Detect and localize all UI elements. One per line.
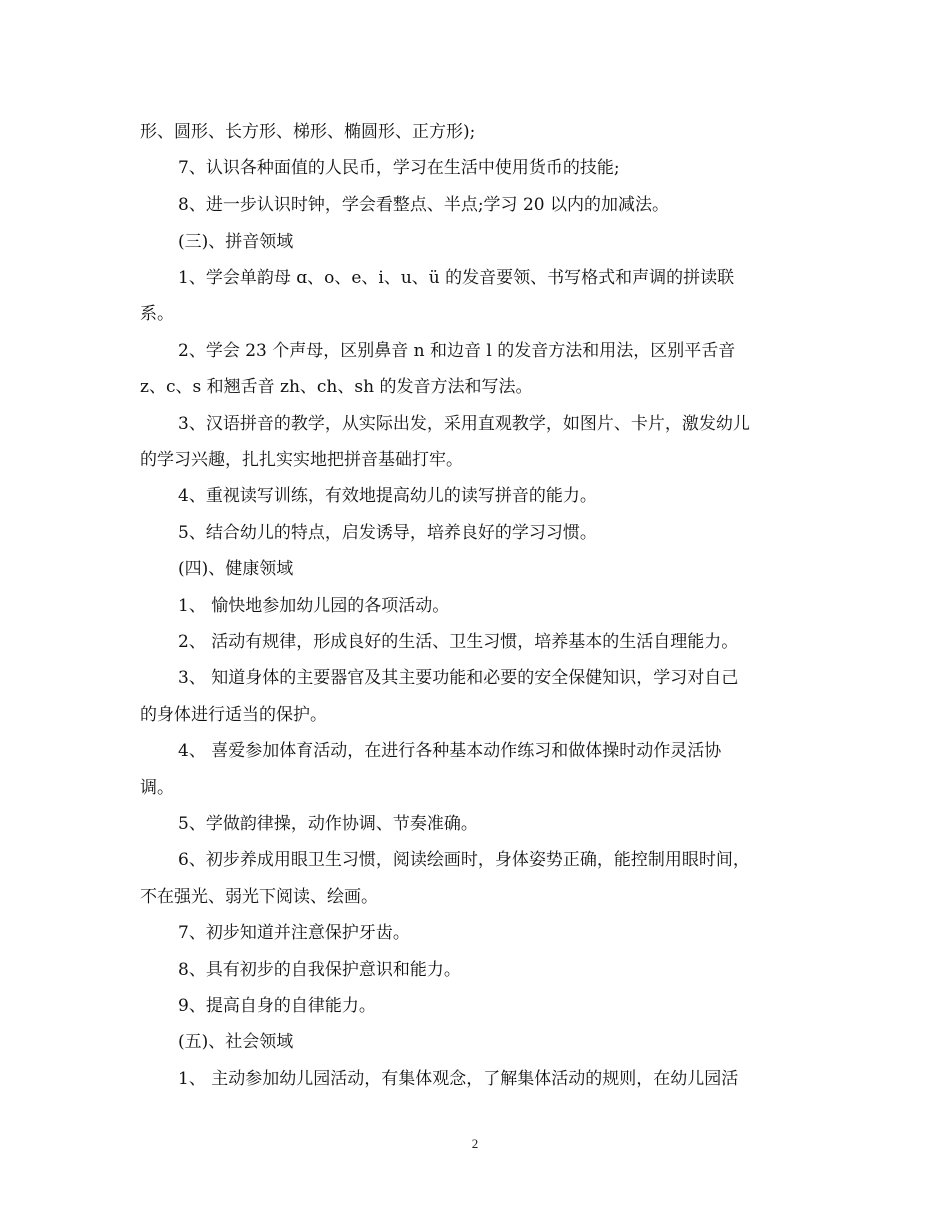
- text-line: 8、进一步认识时钟，学会看整点、半点;学习 20 以内的加减法。: [178, 195, 669, 215]
- text-line: 1、学会单韵母 ɑ、o、e、i、u、ü 的发音要领、书写格式和声调的拼读联: [178, 268, 735, 288]
- text-line: 2、学会 23 个声母，区别鼻音 n 和边音 l 的发音方法和用法，区别平舌音: [178, 341, 736, 361]
- text-line: 6、初步养成用眼卫生习惯，阅读绘画时，身体姿势正确，能控制用眼时间，: [178, 850, 750, 870]
- section-heading: (四)、健康领域: [178, 559, 294, 579]
- text-line: 4、 喜爱参加体育活动，在进行各种基本动作练习和做体操时动作灵活协: [178, 741, 722, 761]
- text-line: 9、提高自身的自律能力。: [178, 996, 376, 1016]
- text-line: 形、圆形、长方形、梯形、椭圆形、正方形);: [140, 122, 476, 142]
- section-heading: (三)、拼音领域: [178, 232, 294, 252]
- text-line: 3、 知道身体的主要器官及其主要功能和必要的安全保健知识，学习对自己: [178, 668, 739, 688]
- text-line: 2、 活动有规律，形成良好的生活、卫生习惯，培养基本的生活自理能力。: [178, 632, 739, 652]
- text-line: 7、初步知道并注意保护牙齿。: [178, 923, 410, 943]
- text-line: 1、 愉快地参加幼儿园的各项活动。: [178, 596, 450, 616]
- text-line: 3、汉语拼音的教学，从实际出发，采用直观教学，如图片、卡片，激发幼儿: [178, 414, 750, 434]
- text-line: 7、认识各种面值的人民币，学习在生活中使用货币的技能;: [178, 158, 620, 178]
- section-heading: (五)、社会领域: [178, 1032, 294, 1052]
- text-line: 8、具有初步的自我保护意识和能力。: [178, 960, 461, 980]
- text-line: 的身体进行适当的保护。: [140, 705, 327, 725]
- text-line: 5、结合幼儿的特点，启发诱导，培养良好的学习习惯。: [178, 523, 597, 543]
- text-line: 不在强光、弱光下阅读、绘画。: [140, 887, 378, 907]
- text-line: z、c、s 和翘舌音 zh、ch、sh 的发音方法和写法。: [140, 377, 533, 397]
- text-line: 5、学做韵律操，动作协调、节奏准确。: [178, 814, 478, 834]
- text-line: 系。: [140, 304, 174, 324]
- text-line: 4、重视读写训练，有效地提高幼儿的读写拼音的能力。: [178, 486, 597, 506]
- text-line: 1、 主动参加幼儿园活动，有集体观念，了解集体活动的规则，在幼儿园活: [178, 1069, 739, 1089]
- page-number: 2: [471, 1136, 479, 1151]
- text-line: 调。: [140, 778, 174, 798]
- text-line: 的学习兴趣，扎扎实实地把拼音基础打牢。: [140, 450, 463, 470]
